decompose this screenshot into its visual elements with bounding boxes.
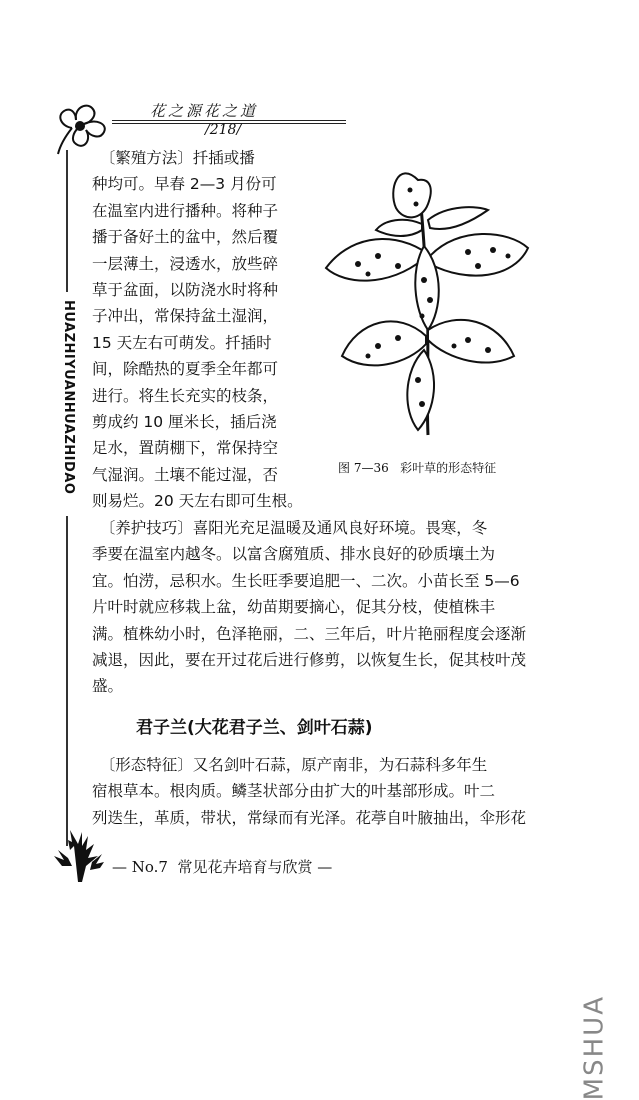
paragraph-line: 气湿润。土壤不能过湿，否 [92, 465, 279, 484]
paragraph-line: 盛。 [92, 677, 124, 696]
propagation-label: 〔繁殖方法〕 [107, 149, 193, 167]
paragraph-line: 一层薄土，浸透水，放些碎 [92, 254, 279, 273]
page-number: /218/ [205, 122, 242, 138]
paragraph-line: 则易烂。20 天左右即可生根。 [92, 492, 303, 511]
margin-rule-bottom [66, 516, 68, 846]
paragraph-line: 进行。将生长充实的枝条， [92, 386, 279, 405]
watermark: MSHUA [579, 995, 609, 1100]
morph-label: 〔形态特征〕 [107, 756, 193, 774]
paragraph-line: 减退，因此，要在开过花后进行修剪，以恢复生长，促其枝叶茂 [92, 651, 527, 670]
care-label: 〔养护技巧〕 [107, 519, 193, 537]
paragraph-line: 足水，置荫棚下，常保持空 [92, 439, 279, 458]
paragraph-line: 子冲出，常保持盆土湿润， [92, 307, 279, 326]
paragraph-line: 间，除酷热的夏季全年都可 [92, 360, 279, 379]
paragraph-line: 季要在温室内越冬。以富含腐殖质、排水良好的砂质壤土为 [92, 545, 496, 564]
care-paragraph [92, 515, 552, 700]
paragraph-line: 列迭生，革质，带状，常绿而有光泽。花葶自叶腋抽出，伞形花 [92, 808, 527, 827]
paragraph-line: 满。植株幼小时，色泽艳丽，二、三年后，叶片艳丽程度会逐渐 [92, 624, 527, 643]
paragraph-line: 15 天左右可萌发。扦插时 [92, 333, 272, 352]
paragraph-line: 宜。怕涝，忌积水。生长旺季要追肥一、二次。小苗长至 5—6 [92, 571, 520, 590]
morphology-paragraph [92, 752, 552, 831]
running-footer: — No.7 常见花卉培育与欣赏 — [112, 858, 333, 876]
paragraph-line: 种均可。早春 2—3 月份可 [92, 175, 277, 194]
propagation-paragraph [92, 145, 332, 515]
paragraph-line: 宿根草本。根肉质。鳞茎状部分由扩大的叶基部形成。叶二 [92, 782, 496, 801]
figure-caption: 图 7—36 彩叶草的形态特征 [338, 461, 497, 475]
paragraph-line-1: 〔养护技巧〕喜阳光充足温暖及通风良好环境。畏寒，冬 [107, 519, 488, 537]
plant-ornament-icon [48, 826, 112, 884]
header-rule [112, 120, 346, 121]
section-heading: 君子兰(大花君子兰、剑叶石蒜) [136, 718, 373, 738]
paragraph-line: 在温室内进行播种。将种子 [92, 201, 279, 220]
side-running-text: HUAZHIYUANHUAZHIDAO [61, 300, 76, 495]
paragraph-line-1: 〔形态特征〕又名剑叶石蒜，原产南非，为石蒜科多年生 [107, 756, 488, 774]
running-header-title: 花之源花之道 [150, 102, 259, 120]
paragraph-line: 剪成约 10 厘米长，插后浇 [92, 413, 277, 432]
paragraph-line: 片叶时就应移栽上盆，幼苗期要摘心，促其分枝，使植株丰 [92, 598, 496, 617]
margin-rule-top [66, 150, 68, 292]
paragraph-line: 草于盆面，以防浇水时将种 [92, 281, 279, 300]
paragraph-line-1: 〔繁殖方法〕扦插或播 [107, 149, 255, 167]
coleus-illustration [318, 160, 538, 450]
paragraph-line: 播于备好土的盆中，然后覆 [92, 228, 279, 247]
